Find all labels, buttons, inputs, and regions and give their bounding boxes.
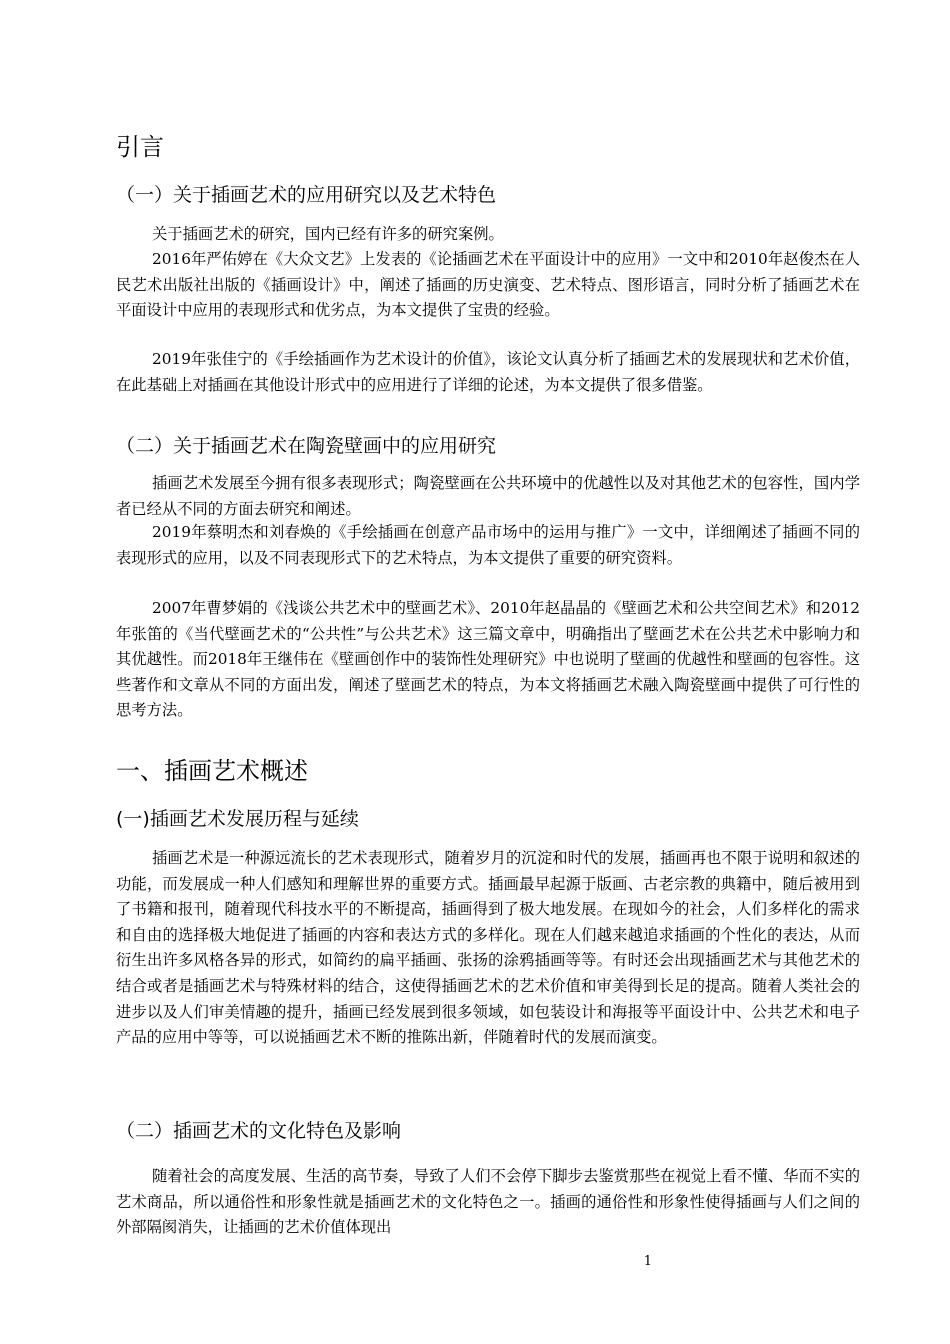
paragraph: 2019年张佳宁的《手绘插画作为艺术设计的价值》，该论文认真分析了插画艺术的发展现状和艺术价值，在此基础上对插画在其他设计形式中的应用进行了详细的论述，为本文提供了很多借鉴。 bbox=[116, 350, 860, 394]
chapter-heading: 一、插画艺术概述 bbox=[116, 757, 308, 785]
paragraph: 随着社会的高度发展、生活的高节奏，导致了人们不会停下脚步去鉴赏那些在视觉上看不懂、华而不实的艺术商品，所以通俗性和形象性就是插画艺术的文化特色之一。插画的通俗性和形象性使得插画与人们之间的外部隔阂消失，让插画的艺术价值体现出 bbox=[116, 1167, 860, 1237]
page-number: 1 bbox=[643, 1254, 652, 1269]
section-heading: (一)插画艺术发展历程与延续 bbox=[116, 808, 359, 830]
paragraph: 关于插画艺术的研究，国内已经有许多的研究案例。 bbox=[152, 225, 504, 243]
document-page bbox=[116, 0, 860, 1344]
intro-heading: 引言 bbox=[116, 133, 164, 161]
section-heading: （一）关于插画艺术的应用研究以及艺术特色 bbox=[116, 184, 497, 206]
paragraph: 插画艺术发展至今拥有很多表现形式；陶瓷壁画在公共环境中的优越性以及对其他艺术的包容性，国内学者已经从不同的方面去研究和阐述。 bbox=[116, 474, 860, 518]
section-heading: （二）插画艺术的文化特色及影响 bbox=[116, 1120, 402, 1142]
paragraph: 2016年严佑婷在《大众文艺》上发表的《论插画艺术在平面设计中的应用》一文中和2010年赵俊杰在人民艺术出版社出版的《插画设计》中，阐述了插画的历史演变、艺术特点、图形语言，同时分析了插画艺术在平面设计中应用的表现形式和优劣点，为本文提供了宝贵的经验。 bbox=[116, 250, 860, 320]
paragraph: 插画艺术是一种源远流长的艺术表现形式，随着岁月的沉淀和时代的发展，插画再也不限于说明和叙述的功能，而发展成一种人们感知和理解世界的重要方式。插画最早起源于版画、古老宗教的典籍中，随后被用到了书籍和报刊，随着现代科技水平的不断提高，插画得到了极大地发展。在现如今的社会，人们多样化的需求和自由的选择极大地促进了插画的内容和表达方式的多样化。现在人们越来越追求插画的个性化的表达，从而衍生出许多风格各异的形式，如简约的扁平插画、张扬的涂鸦插画等等。有时还会出现插画艺术与其他艺术的结合或者是插画艺术与特殊材料的结合，这使得插画艺术的艺术价值和审美得到长足的提高。随着人类社会的进步以及人们审美情趣的提升，插画已经发展到很多领域，如包装设计和海报等平面设计中、公共艺术和电子产品的应用中等等，可以说插画艺术不断的推陈出新，伴随着时代的发展而演变。 bbox=[116, 849, 860, 1047]
section-heading: （二）关于插画艺术在陶瓷壁画中的应用研究 bbox=[116, 435, 497, 457]
paragraph: 2019年蔡明杰和刘春焕的《手绘插画在创意产品市场中的运用与推广》一文中，详细阐述了插画不同的表现形式的应用，以及不同表现形式下的艺术特点，为本文提供了重要的研究资料。 bbox=[116, 523, 860, 567]
paragraph: 2007年曹梦娟的《浅谈公共艺术中的壁画艺术》、2010年赵晶晶的《壁画艺术和公共空间艺术》和2012年张笛的《当代壁画艺术的“公共性”与公共艺术》这三篇文章中，明确指出了壁画艺术在公共艺术中影响力和其优越性。而2018年王继伟在《壁画创作中的装饰性处理研究》中也说明了壁画的优越性和壁画的包容性。这些著作和文章从不同的方面出发，阐述了壁画艺术的特点，为本文将插画艺术融入陶瓷壁画中提供了可行性的思考方法。 bbox=[116, 599, 860, 720]
